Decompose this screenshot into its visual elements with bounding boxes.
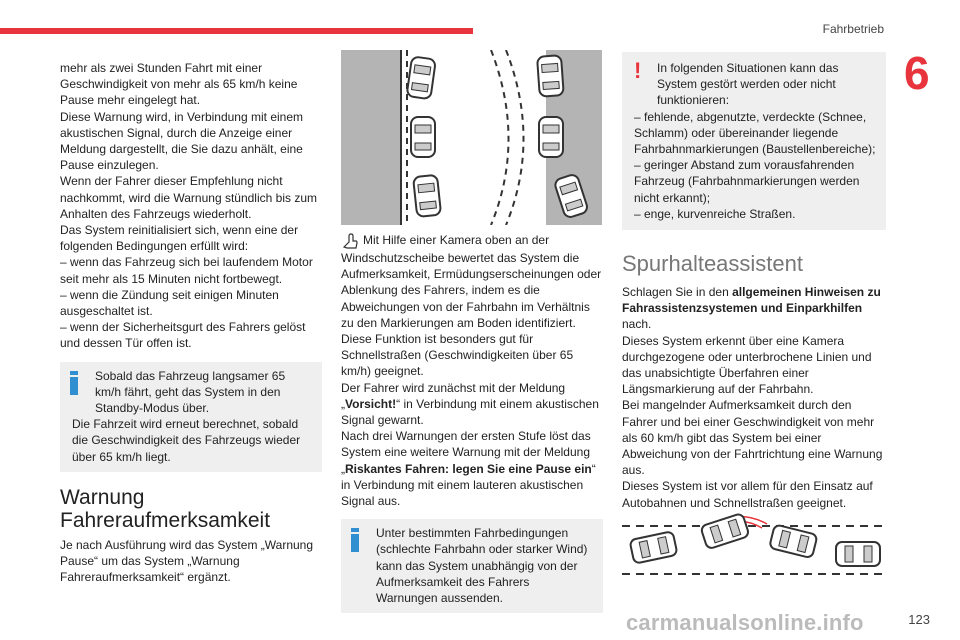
road-illustration bbox=[341, 50, 602, 225]
column-2 bbox=[341, 232, 603, 613]
info-box bbox=[60, 362, 322, 472]
info-text: Die Fahrzeit wird erneut berechnet, sobald die Geschwindigkeit des Fahrzeugs wieder über 65 km/h liegt. bbox=[72, 417, 301, 464]
paragraph: Dieses System erkennt über eine Kamera durchgezogene oder unterbrochene Linien und das unabsichtigte Überfahren einer Längsmarkierung auf der Fahrbahn. bbox=[622, 333, 872, 397]
paragraph: Dieses System ist vor allem für den Einsatz auf Autobahnen und Schnellstraßen geeignet. bbox=[622, 479, 873, 510]
car-icon bbox=[539, 117, 563, 157]
column-3 bbox=[622, 52, 886, 511]
section-heading: Spurhalteassistent bbox=[622, 251, 803, 277]
warning-icon: ! bbox=[634, 58, 642, 83]
car-icon bbox=[700, 513, 749, 549]
text-run: Der Fahrer wird zunächst mit der Meldung „ bbox=[341, 380, 566, 411]
bold-message: Vorsicht! bbox=[345, 396, 397, 411]
text-run: “ in Verbindung mit einem lauteren akustischen Signal aus. bbox=[341, 461, 596, 509]
text-run: nach. bbox=[622, 317, 652, 332]
paragraph bbox=[341, 380, 603, 429]
heading-line: Fahreraufmerksamkeit bbox=[60, 508, 271, 532]
warning-item: – geringer Abstand zum vorausfahrenden Fahrzeug (Fahrbahnmarkierungen werden nicht erkannt); bbox=[634, 158, 860, 205]
info-text: Sobald das Fahrzeug langsamer 65 km/h fährt, geht das System in den Standby-Modus über. bbox=[95, 368, 286, 416]
text-run: “ in Verbindung mit einem akustischen Signal gewarnt. bbox=[341, 396, 599, 428]
watermark: carmanualsonline.info bbox=[626, 610, 864, 635]
list-item: – wenn der Sicherheitsgurt des Fahrers gelöst und dessen Tür offen ist. bbox=[60, 320, 306, 351]
car-icon bbox=[630, 531, 678, 564]
car-icon bbox=[537, 55, 564, 97]
warning-text: In folgenden Situationen kann das System gestört werden oder nicht funktionieren: bbox=[657, 61, 839, 108]
car-icon bbox=[411, 117, 435, 157]
paragraph: Diese Warnung wird, in Verbindung mit einem akustischen Signal, durch die Anzeige einer Meldung dargestellt, die Sie dazu anhält, eine Pause einzulegen. bbox=[60, 109, 304, 173]
car-icon bbox=[836, 542, 880, 566]
car-icon bbox=[413, 175, 441, 217]
list-item: – wenn die Zündung seit einigen Minuten ausgeschaltet ist. bbox=[60, 287, 279, 319]
paragraph bbox=[341, 428, 603, 509]
paragraph: Bei mangelnder Aufmerksamkeit durch den Fahrer und bei einer Geschwindigkeit von mehr als 60 km/h gibt das System bei einer Abweichung von der Fahrtrichtung eine Warnung aus. bbox=[622, 398, 883, 478]
info-text: Unter bestimmten Fahrbedingungen (schlechte Fahrbahn oder starker Wind) kann das System unabhängig von der Aufmerksamkeit des Fahrers Warnungen aussenden. bbox=[376, 526, 588, 606]
paragraph-text: Mit Hilfe einer Kamera oben an der Windschutzscheibe bewertet das System die Aufmerksamkeit, Ermüdungserscheinungen oder Ablenkung des Fahrers, indem es die Abweichungen von der Fahrbahn im Verhältnis zu den Markierungen am Boden identifiziert. bbox=[341, 233, 602, 330]
car-icon bbox=[769, 524, 817, 558]
info-icon bbox=[351, 528, 359, 552]
paragraph bbox=[622, 284, 886, 333]
bold-reference: allgemeinen Hinweisen zu Fahrassistenzsystemen und Einparkhilfen bbox=[622, 285, 881, 316]
paragraph: Je nach Ausführung wird das System „Warnung Pause“ um das System „Warnung Fahreraufmerksamkeit“ ergänzt. bbox=[60, 537, 314, 585]
heading-line: Warnung bbox=[60, 485, 145, 509]
paragraph: Diese Funktion ist besonders gut für Schnellstraßen (Geschwindigkeiten über 65 km/h) geeignet. bbox=[341, 332, 574, 379]
info-box bbox=[341, 519, 603, 613]
paragraph bbox=[341, 232, 603, 331]
warning-box bbox=[622, 52, 886, 230]
paragraph: Das System reinitialisiert sich, wenn eine der folgenden Bedingungen erfüllt wird: bbox=[60, 223, 299, 254]
lane-departure-illustration bbox=[622, 512, 886, 582]
paragraph: mehr als zwei Stunden Fahrt mit einer Geschwindigkeit von mehr als 65 km/h keine Pause mehr eingelegt hat. bbox=[60, 61, 298, 108]
section-heading bbox=[60, 486, 322, 532]
page-number: 123 bbox=[908, 612, 930, 627]
bold-message: Riskantes Fahren: legen Sie eine Pause ein bbox=[345, 461, 592, 476]
list-item: – wenn das Fahrzeug sich bei laufendem Motor seit mehr als 15 Minuten nicht fortbewegt. bbox=[60, 255, 313, 286]
column-1 bbox=[60, 60, 322, 585]
hand-pointer-icon bbox=[341, 232, 359, 250]
info-icon bbox=[70, 371, 78, 395]
car-icon bbox=[407, 56, 436, 99]
section-header: Fahrbetrieb bbox=[822, 22, 884, 36]
warning-item: – fehlende, abgenutzte, verdeckte (Schnee, Schlamm) oder übereinander liegende Fahrbahnmarkierungen (Baustellenbereiche); bbox=[634, 109, 876, 157]
paragraph: Wenn der Fahrer dieser Empfehlung nicht nachkommt, wird die Warnung stündlich bis zum Anhalten des Fahrzeugs wiederholt. bbox=[60, 174, 317, 221]
warning-item: – enge, kurvenreiche Straßen. bbox=[634, 206, 796, 221]
top-accent-bar bbox=[0, 28, 473, 34]
text-run: Nach drei Warnungen der ersten Stufe löst das System eine weitere Warnung mit der Meldung „ bbox=[341, 429, 591, 476]
text-run: Schlagen Sie in den bbox=[622, 285, 733, 300]
chapter-number: 6 bbox=[904, 47, 930, 99]
